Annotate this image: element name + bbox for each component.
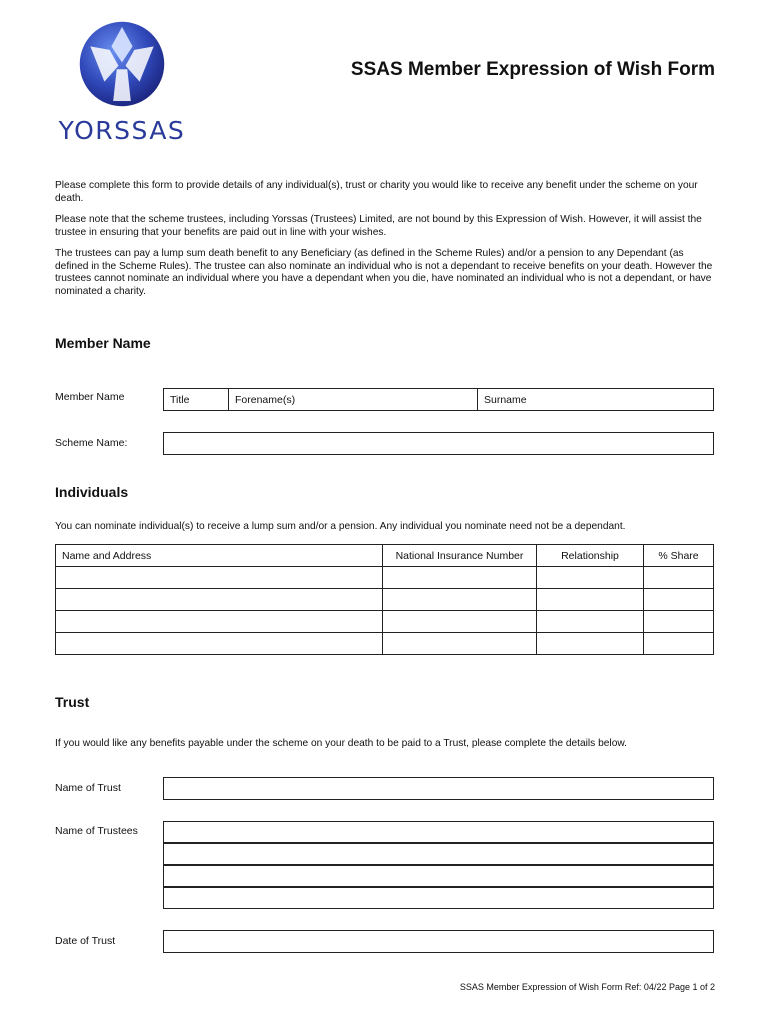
trustees-name-label: Name of Trustees (55, 825, 138, 837)
ni-number-cell[interactable] (383, 567, 537, 589)
share-cell[interactable] (644, 633, 714, 655)
intro-paragraph-3: The trustees can pay a lump sum death benefit to any Beneficiary (as defined in the Scheme Rules) and/or a pension to any Dependant (as defined in the Scheme Rules). The trustee can also nominate an individual who is not a dependant to receive benefits on your death. However the trustees cannot nominate an individual where you have a dependant when you die, have nominated an individual who is not a dependant, or have nominated a charity. (55, 248, 713, 297)
column-header-name-address: Name and Address (56, 545, 383, 567)
name-address-cell[interactable] (56, 611, 383, 633)
name-address-cell[interactable] (56, 567, 383, 589)
ni-number-cell[interactable] (383, 589, 537, 611)
share-cell[interactable] (644, 611, 714, 633)
forename-field[interactable] (229, 389, 478, 410)
trust-date-label: Date of Trust (55, 935, 116, 947)
column-header-ni-number: National Insurance Number (383, 545, 537, 567)
trustee-name-field-3[interactable] (163, 865, 714, 887)
table-header-row (56, 545, 714, 567)
relationship-cell[interactable] (537, 633, 644, 655)
title-field-label: Title (170, 394, 190, 406)
intro-paragraph-1: Please complete this form to provide details of any individual(s), trust or charity you would like to receive any benefit under the scheme on your death. (55, 180, 698, 204)
trust-name-label: Name of Trust (55, 782, 121, 794)
member-name-label: Member Name (55, 391, 125, 403)
share-cell[interactable] (644, 567, 714, 589)
page-footer: SSAS Member Expression of Wish Form Ref: 04/22 Page 1 of 2 (459, 982, 715, 992)
column-header-share: % Share (644, 545, 714, 567)
individuals-heading: Individuals (55, 484, 129, 500)
surname-field-label: Surname (484, 394, 527, 406)
intro-text (55, 180, 715, 307)
scheme-name-label: Scheme Name: (55, 437, 128, 449)
yorssas-logo (52, 20, 192, 145)
name-address-cell[interactable] (56, 633, 383, 655)
title-field[interactable] (164, 389, 229, 410)
relationship-cell[interactable] (537, 611, 644, 633)
table-row (56, 567, 714, 589)
member-name-fields (163, 388, 714, 411)
table-row (56, 611, 714, 633)
individuals-table (55, 544, 714, 655)
trust-heading: Trust (55, 694, 90, 710)
column-header-relationship: Relationship (537, 545, 644, 567)
trustee-name-field-1[interactable] (163, 821, 714, 843)
trustee-name-field-4[interactable] (163, 887, 714, 909)
forename-field-label: Forename(s) (235, 394, 296, 406)
relationship-cell[interactable] (537, 589, 644, 611)
page-title: SSAS Member Expression of Wish Form (350, 59, 715, 80)
individuals-note: You can nominate individual(s) to receive a lump sum and/or a pension. Any individual you nominate need not be a dependant. (55, 521, 626, 532)
ni-number-cell[interactable] (383, 633, 537, 655)
ni-number-cell[interactable] (383, 611, 537, 633)
trust-name-field[interactable] (163, 777, 714, 800)
member-name-heading: Member Name (55, 335, 151, 351)
relationship-cell[interactable] (537, 567, 644, 589)
intro-paragraph-2: Please note that the scheme trustees, including Yorssas (Trustees) Limited, are not bound by this Expression of Wish. However, it will assist the trustee in ensuring that your benefits are paid out in line with your wishes. (55, 214, 702, 238)
yorssas-emblem-icon (78, 20, 166, 108)
trustee-name-field-2[interactable] (163, 843, 714, 865)
trust-note: If you would like any benefits payable under the scheme on your death to be paid to a Trust, please complete the details below. (55, 738, 627, 749)
share-cell[interactable] (644, 589, 714, 611)
surname-field[interactable] (478, 389, 713, 410)
trust-date-field[interactable] (163, 930, 714, 953)
logo-wordmark: YORSSAS (58, 116, 186, 145)
table-row (56, 633, 714, 655)
name-address-cell[interactable] (56, 589, 383, 611)
scheme-name-field[interactable] (163, 432, 714, 455)
table-row (56, 589, 714, 611)
